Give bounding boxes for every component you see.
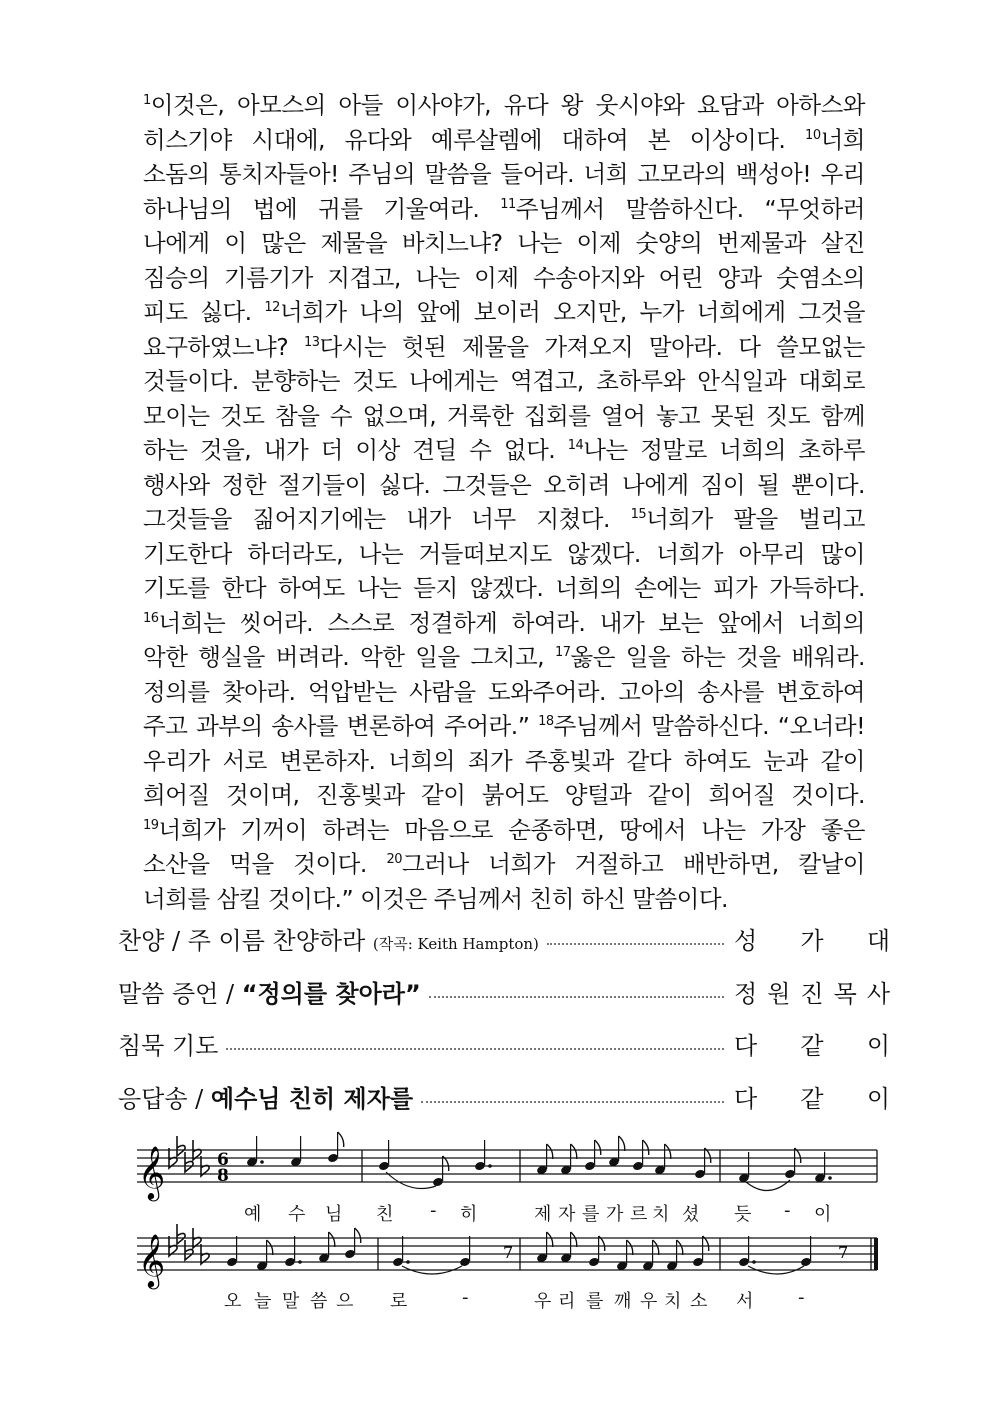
note-flag: [665, 1144, 671, 1159]
passage-text: 요구하였느냐?: [143, 332, 304, 361]
lyric-syllable: 를: [582, 1204, 600, 1225]
leader-char: 이: [866, 1084, 890, 1113]
lyric-syllable: 친: [376, 1204, 394, 1225]
lyric-syllable: 우: [534, 1291, 552, 1312]
lyric-syllable: 로: [390, 1291, 408, 1312]
time-signature-bottom: 8: [217, 1166, 229, 1186]
passage-text: 너희가 팔을 벌리고: [646, 505, 865, 533]
lyric-syllable: 수: [288, 1204, 306, 1225]
passage-text: 너희: [820, 125, 865, 154]
order-item-label: 침묵 기도: [118, 1031, 219, 1060]
verse-number: 20: [386, 852, 403, 867]
lyric-syllable: 우: [640, 1291, 658, 1312]
note-flag: [653, 1240, 659, 1255]
note-dot: [298, 1260, 302, 1264]
leader-char: 진: [800, 979, 824, 1008]
passage-text: 그러나 너희가 거절하고 배반하면, 칼날이: [402, 850, 865, 878]
note-flag: [338, 1132, 344, 1147]
passage-text: 그것들을 짊어지기에는 내가 너무 지쳤다.: [143, 505, 631, 533]
verse-number: 16: [143, 610, 159, 626]
note-flag: [643, 1140, 649, 1155]
lyric-syllable: -: [784, 1200, 791, 1221]
verse-number: 17: [554, 645, 571, 660]
lyric-syllable: 깨: [614, 1291, 632, 1312]
passage-text: 하나님의 법에 귀를 기울여라.: [143, 194, 501, 223]
lyric-syllable: -: [798, 1287, 805, 1308]
lyric-syllable: 리: [558, 1291, 576, 1312]
hymn-lyrics-line-1: [0, 1200, 992, 1224]
leader-char: 목: [833, 979, 857, 1008]
note-dot: [828, 1176, 832, 1180]
lyric-syllable: 자: [558, 1204, 576, 1225]
lyric-syllable: -: [462, 1287, 469, 1308]
lyric-syllable: 늘: [254, 1291, 272, 1312]
verse-number: 12: [264, 300, 280, 315]
passage-text: 나에게 이 많은 제물을 바치느냐? 나는 이제 숫양의 번제물과 살진: [143, 229, 865, 257]
passage-text: 하는 것을, 내가 더 이상 견딜 수 없다.: [143, 436, 568, 464]
lyric-syllable: 제: [534, 1204, 552, 1225]
passage-text: 소돔의 통치자들아! 주님의 말씀을 들어라. 너희 고모라의 백성아! 우리: [143, 160, 865, 188]
composer-note: (작곡: Keith Hampton): [372, 934, 539, 953]
passage-text: 기도한다 하더라도, 나는 거들떠보지도 않겠다. 너희가 아무리 많이: [143, 539, 865, 568]
lyric-syllable: 를: [586, 1291, 604, 1312]
lyric-syllable: 셨: [682, 1204, 700, 1225]
lyric-syllable: 씀: [310, 1291, 328, 1312]
flat-icon: [177, 1136, 185, 1156]
passage-text: 너희가 나의 앞에 보이러 오지만, 누가 너희에게 그것을: [279, 298, 866, 326]
leader-char: 같: [800, 1031, 824, 1060]
flat-icon: [185, 1152, 193, 1172]
note-flag: [267, 1240, 273, 1255]
verse-number: 11: [500, 196, 516, 212]
lyric-syllable: 님: [325, 1204, 343, 1225]
note-dot: [488, 1164, 492, 1168]
treble-clef-icon: 𝄞: [138, 1233, 166, 1287]
lyric-syllable: 오: [224, 1291, 242, 1312]
note-flag: [329, 1232, 335, 1247]
note-flag: [547, 1144, 553, 1159]
verse-number: 18: [538, 714, 554, 729]
note-flag: [571, 1144, 577, 1159]
time-signature-top: 6: [217, 1150, 229, 1170]
passage-text: 소산을 먹을 것이다.: [143, 850, 387, 878]
order-item-emphasis: “정의를 찾아라”: [241, 979, 421, 1008]
hymn-lyrics-line-2: [0, 1287, 992, 1311]
passage-text: 주고 과부의 송사를 변론하여 주어라.”: [143, 712, 539, 740]
order-item-emphasis: 예수님 친히 제자를: [210, 1083, 414, 1113]
order-item-label: 말씀 증언 /: [118, 979, 242, 1008]
note-flag: [595, 1140, 601, 1155]
passage-text: 정의를 찾아라. 억압받는 사람을 도와주어라. 고아의 송사를 변호하여: [143, 677, 865, 706]
passage-text: 히스기야 시대에, 유다와 예루살렘에 대하여 본 이상이다.: [143, 125, 806, 154]
verse-number: 15: [630, 507, 647, 522]
passage-text: 기도를 한다 하여도 나는 듣지 않겠다. 너희의 손에는 피가 가득하다.: [143, 574, 865, 602]
note-flag: [627, 1240, 633, 1255]
passage-text: 옳은 일을 하는 것을 배워라.: [570, 643, 866, 671]
verse-number: 1: [143, 93, 151, 108]
verse-number: 10: [805, 127, 821, 143]
note-dot: [752, 1260, 756, 1264]
passage-text: 너희가 기꺼이 하려는 마음으로 순종하면, 땅에서 나는 가장 좋은: [158, 815, 865, 844]
leader-char: 이: [866, 1031, 890, 1060]
lyric-syllable: 이: [814, 1204, 832, 1225]
lyric-syllable: -: [430, 1200, 437, 1221]
leader-char: 같: [800, 1084, 824, 1113]
order-item-label: 응답송 /: [118, 1084, 211, 1113]
passage-text: 우리가 서로 변론하자. 너희의 죄가 주홍빛과 같다 하여도 눈과 같이: [143, 746, 865, 775]
leader-char: 정: [734, 979, 758, 1008]
lyric-syllable: 서: [736, 1291, 754, 1312]
eighth-rest-icon: 7: [838, 1243, 849, 1262]
staff-line-1: [137, 1132, 877, 1201]
passage-text: 악한 행실을 버려라. 악한 일을 그치고,: [143, 643, 555, 671]
passage-text: 너희를 삼킬 것이다.” 이것은 주님께서 친히 하신 말씀이다.: [143, 884, 729, 913]
leader-char: 원: [767, 979, 791, 1008]
passage-text: 이것은, 아모스의 아들 이사야가, 유다 왕 웃시야와 요담과 아하스와: [150, 91, 865, 119]
passage-text: 희어질 것이며, 진홍빛과 같이 붉어도 양털과 같이 희어질 것이다.: [143, 781, 865, 809]
lyric-syllable: 가: [606, 1204, 624, 1225]
leader-char: 성: [734, 926, 758, 955]
lyric-syllable: 듯: [734, 1204, 752, 1225]
leader-char: 다: [734, 1084, 758, 1113]
passage-text: 나는 정말로 너희의 초하루: [583, 436, 866, 464]
eighth-rest-icon: 7: [503, 1243, 514, 1262]
verse-number: 14: [567, 438, 584, 453]
lyric-syllable: 르: [630, 1204, 648, 1225]
staff-line-2: [137, 1224, 878, 1289]
passage-text: 주님께서 말씀하신다. “무엇하러: [515, 194, 866, 223]
lyric-syllable: 예: [244, 1204, 262, 1225]
lyric-syllable: 치: [652, 1204, 670, 1225]
leader-char: 다: [734, 1031, 758, 1060]
verse-number: 13: [303, 334, 320, 350]
passage-text: 피도 싫다.: [143, 298, 265, 326]
verse-number: 19: [143, 817, 159, 833]
passage-text: 주님께서 말씀하신다. “오너라!: [553, 712, 865, 740]
lyric-syllable: 으: [336, 1291, 354, 1312]
note-dot: [260, 1160, 264, 1164]
leader-char: 가: [800, 926, 824, 955]
passage-text: 짐승의 기름기가 지겹고, 나는 이제 수송아지와 어린 양과 숫염소의: [143, 263, 865, 292]
flat-icon: [177, 1224, 185, 1244]
note-dot: [406, 1260, 410, 1264]
passage-text: 행사와 정한 절기들이 싫다. 그것들은 오히려 나에게 짐이 될 뿐이다.: [143, 470, 865, 499]
leader-char: 대: [866, 926, 890, 955]
order-item-label: 찬양 / 주 이름 찬양하라: [118, 926, 373, 955]
note-flag: [571, 1232, 577, 1247]
note-flag: [547, 1232, 553, 1247]
note-flag: [619, 1136, 625, 1151]
leader-char: 사: [866, 979, 890, 1008]
note-flag: [355, 1228, 361, 1243]
lyric-syllable: 치: [664, 1291, 682, 1312]
lyric-syllable: 소: [690, 1291, 708, 1312]
passage-text: 것들이다. 분향하는 것도 나에게는 역겹고, 초하루와 안식일과 대회로: [143, 367, 865, 395]
lyric-syllable: 히: [460, 1204, 478, 1225]
treble-clef-icon: 𝄞: [138, 1145, 166, 1199]
lyric-syllable: 말: [282, 1291, 300, 1312]
final-bar-line: [874, 1238, 878, 1270]
flat-icon: [185, 1240, 193, 1260]
passage-text: 모이는 것도 참을 수 없으며, 거룩한 집회를 열어 놓고 못된 짓도 함께: [143, 401, 865, 430]
passage-text: 너희는 씻어라. 스스로 정결하게 하여라. 내가 보는 앞에서 너희의: [158, 608, 865, 637]
passage-text: 다시는 헛된 제물을 가져오지 말아라. 다 쓸모없는: [319, 332, 865, 361]
note-flag: [677, 1240, 683, 1255]
